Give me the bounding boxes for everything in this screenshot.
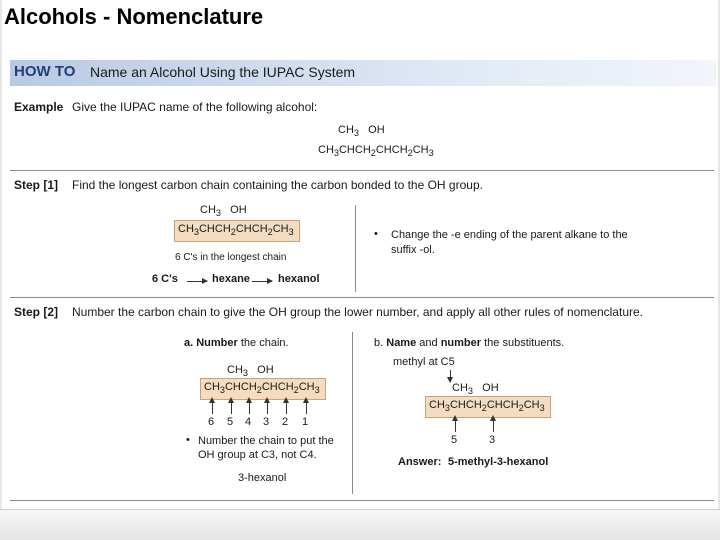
methyl-annotation: methyl at C5 — [393, 356, 455, 368]
howto-banner — [10, 60, 716, 86]
step2-text: Number the carbon chain to give the OH group the lower number, and apply all other rules of nomenclature. — [72, 305, 643, 319]
divider — [10, 170, 714, 171]
chain-number: 6 — [208, 416, 215, 428]
howto-text: Name an Alcohol Using the IUPAC System — [90, 64, 356, 80]
flow-arrow — [252, 281, 272, 282]
answer-label: Answer: — [398, 456, 442, 468]
step2b-structure-main: $CH_3CHCH_2CHCH_2CH_3$ — [429, 399, 545, 414]
step2b-title-name: Name — [386, 337, 417, 349]
slide-footer-bar — [0, 509, 720, 540]
step2a-title-rest: the chain. — [240, 337, 289, 349]
bullet-dot: • — [186, 434, 190, 446]
chain-number: 3 — [263, 416, 270, 428]
example-structure-main: $CH_3CHCH_2CHCH_2CH_3$ — [318, 144, 434, 159]
number-arrow — [231, 402, 232, 414]
divider — [10, 500, 714, 501]
step2a-bullet: Number the chain to put the OH group at C3, not C4. — [198, 435, 334, 461]
substituent-number: 3 — [489, 434, 496, 446]
chain-number: 1 — [302, 416, 309, 428]
step1-label: Step [1] — [14, 178, 59, 192]
step1-structure-top: $CH_3$ OH — [200, 204, 247, 219]
number-arrow — [306, 402, 307, 414]
chain-number: 2 — [282, 416, 289, 428]
step2b-title-and: and — [419, 337, 438, 349]
number-arrow — [212, 402, 213, 414]
step2b-title-prefix: b. — [374, 337, 384, 349]
step2b-title-number: number — [440, 337, 482, 349]
step1-text: Find the longest carbon chain containing the carbon bonded to the OH group. — [72, 178, 483, 192]
number-arrow — [493, 420, 494, 432]
step2b-title-rest: the substituents. — [484, 337, 565, 349]
example-text: Give the IUPAC name of the following alcohol: — [72, 100, 318, 114]
bullet-dot: • — [374, 228, 378, 240]
flow-6cs: 6 C's — [152, 273, 178, 285]
substituent-number: 5 — [451, 434, 458, 446]
step2a-title-bold: a. Number — [184, 337, 238, 349]
column-divider — [355, 205, 356, 292]
column-divider — [352, 332, 353, 494]
example-label: Example — [14, 100, 64, 114]
step2b-title — [374, 337, 564, 349]
number-arrow — [267, 402, 268, 414]
flow-hexane: hexane — [212, 273, 250, 285]
slide-left-border — [0, 0, 2, 540]
step2a-structure-main: $CH_3CHCH_2CHCH_2CH_3$ — [204, 381, 320, 396]
methyl-arrow — [450, 370, 451, 382]
step2-label: Step [2] — [14, 305, 59, 319]
step2a-title — [184, 337, 289, 349]
step2a-result: 3-hexanol — [238, 472, 287, 484]
flow-hexanol: hexanol — [278, 273, 320, 285]
example-structure-top: $CH_3$ OH — [338, 124, 385, 139]
number-arrow — [249, 402, 250, 414]
chain-number: 5 — [227, 416, 234, 428]
page-title: Alcohols - Nomenclature — [4, 4, 264, 29]
number-arrow — [455, 420, 456, 432]
answer-value: 5-methyl-3-hexanol — [448, 456, 549, 468]
chain-number: 4 — [245, 416, 252, 428]
divider — [10, 297, 714, 298]
step1-caption: 6 C's in the longest chain — [175, 252, 287, 263]
step2a-structure-top: $CH_3$ OH — [227, 364, 274, 379]
howto-label: HOW TO — [14, 63, 76, 80]
flow-arrow — [187, 281, 207, 282]
step1-bullet: Change the -e ending of the parent alkane to the suffix -ol. — [391, 229, 628, 256]
step1-structure-main: $CH_3CHCH_2CHCH_2CH_3$ — [178, 223, 294, 238]
number-arrow — [286, 402, 287, 414]
step2b-structure-top: $CH_3$ OH — [452, 382, 499, 397]
